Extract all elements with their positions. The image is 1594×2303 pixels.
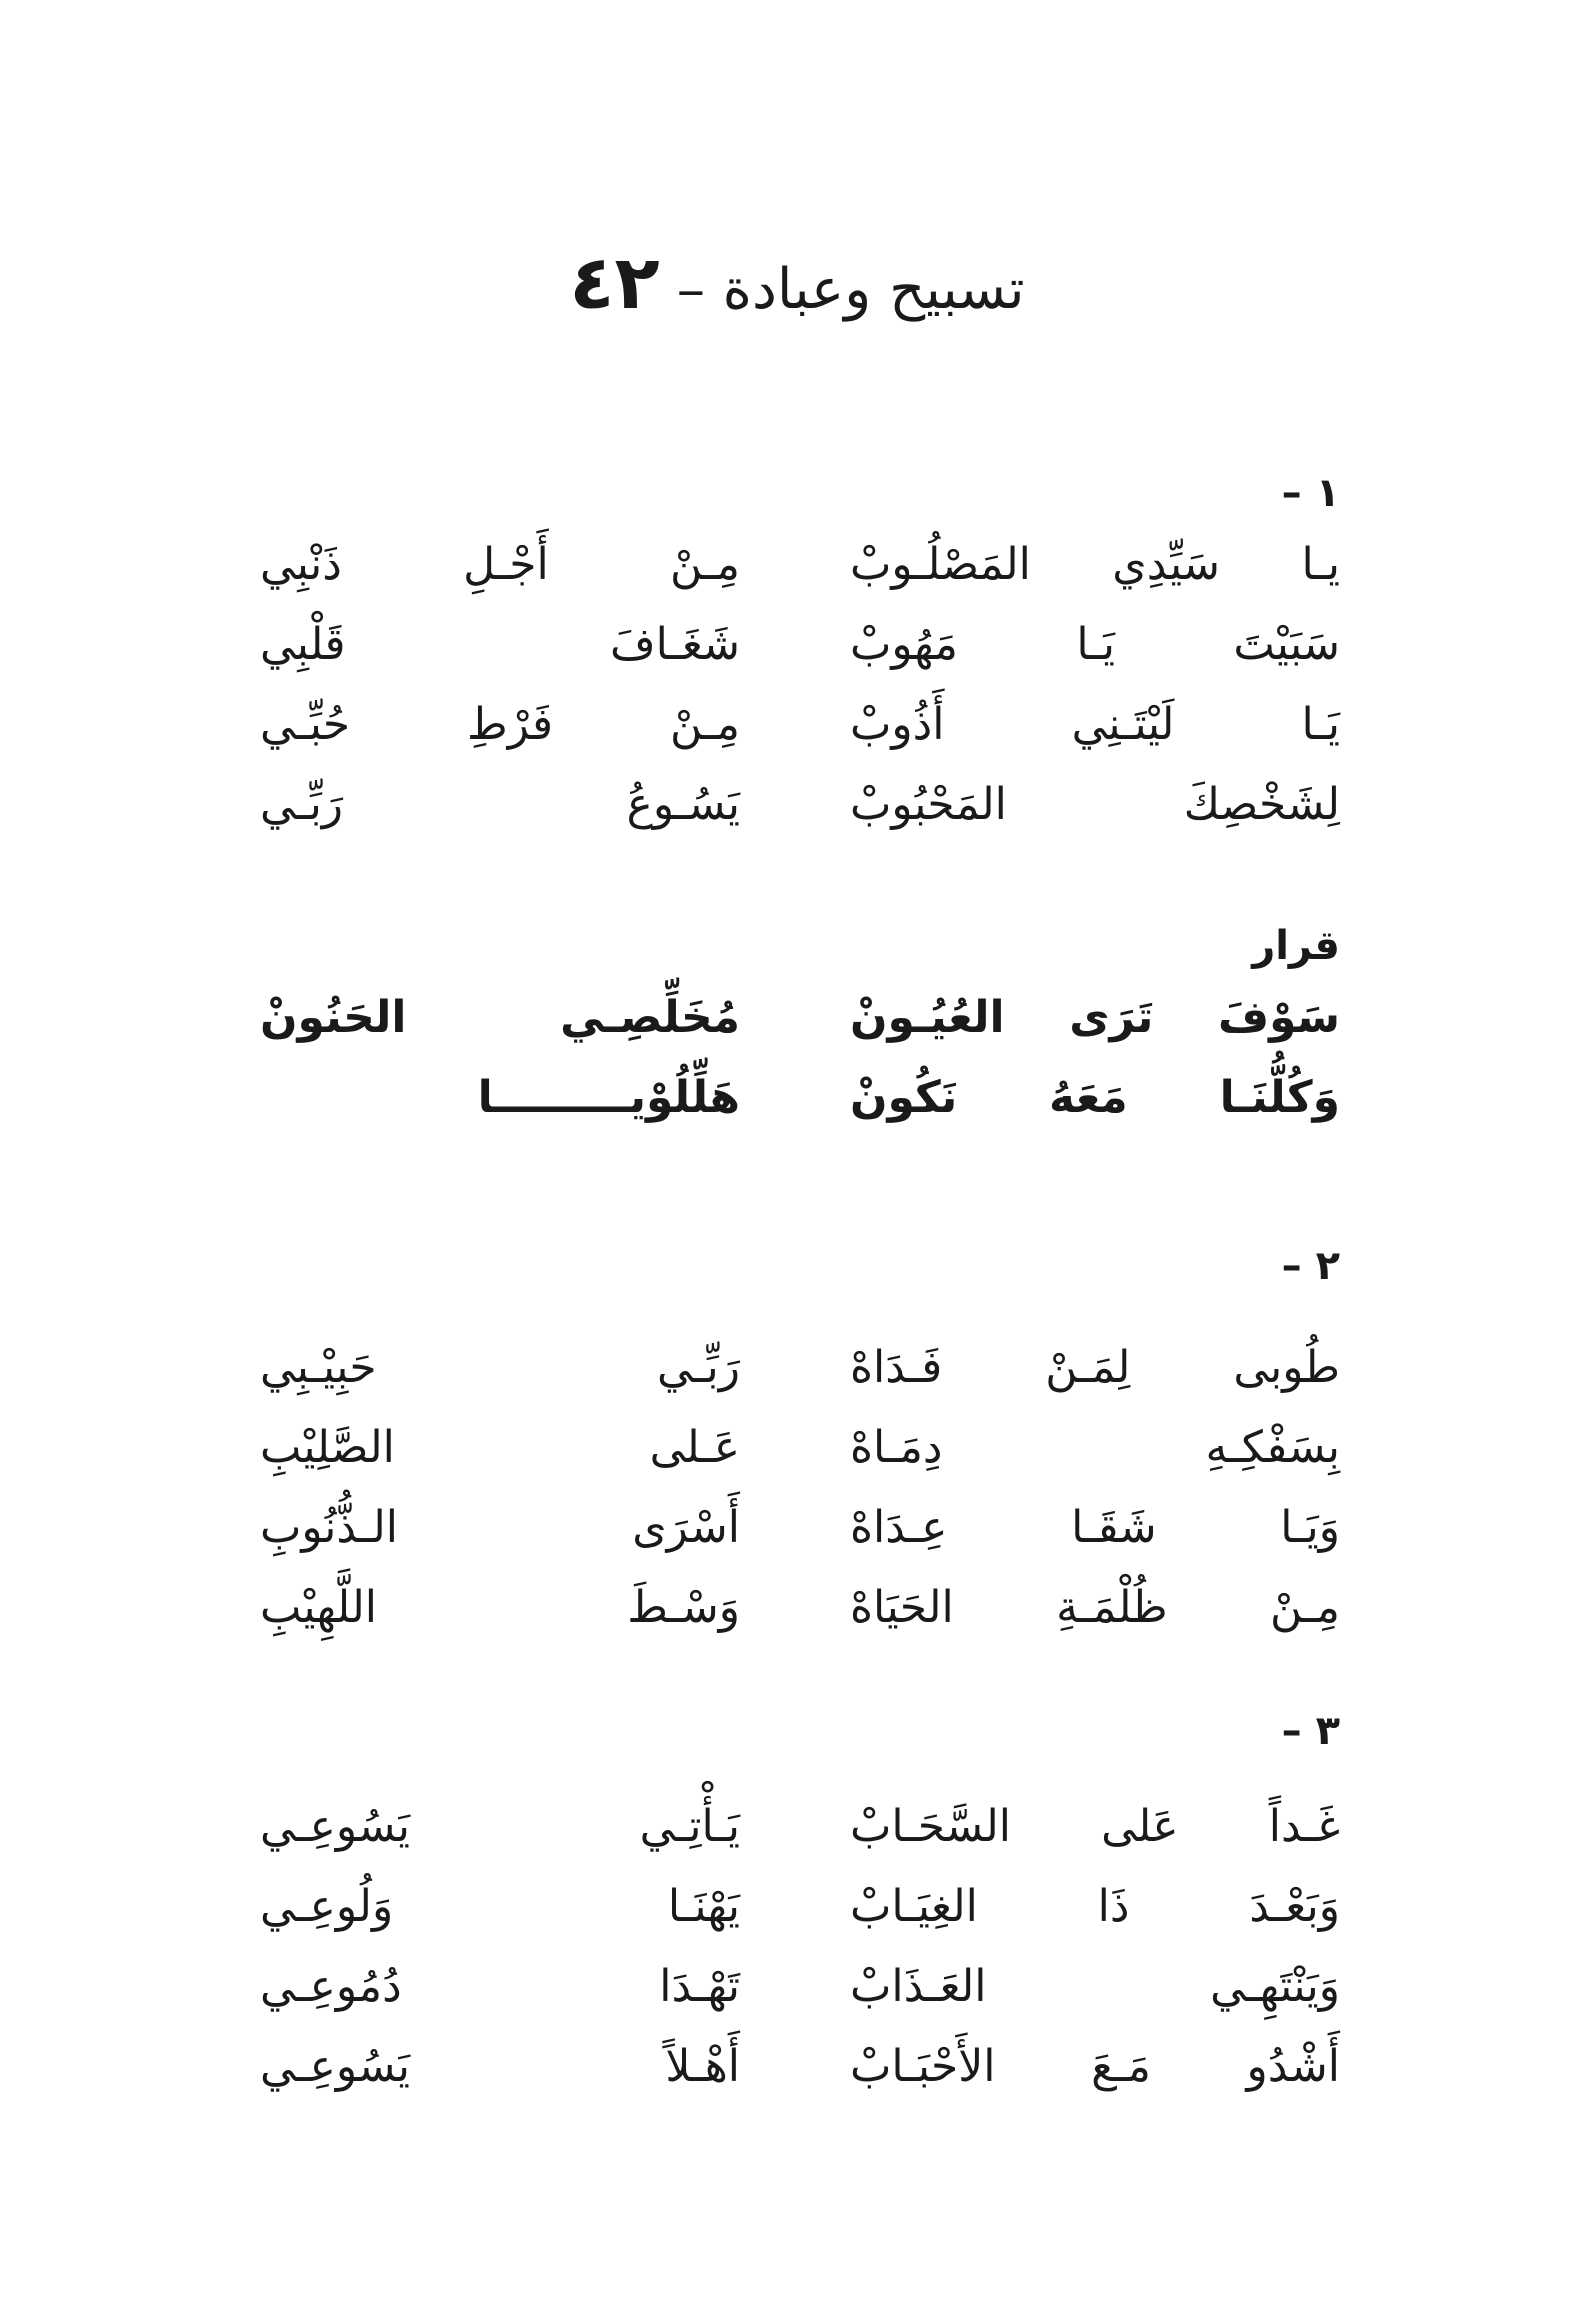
verse-second-half: تَهْـدَا دُمُوعِـي bbox=[260, 1960, 740, 2012]
verse-second-half: عَـلى الصَّلِيْبِ bbox=[260, 1421, 740, 1473]
page-title bbox=[0, 240, 1594, 326]
verse-second-half: يَسُـوعُ رَبِّـي bbox=[260, 778, 740, 830]
refrain-label: قرار bbox=[1252, 923, 1340, 969]
verse-first-half: وَيَنْتَهِـي العَـذَابْ bbox=[850, 1960, 1340, 2012]
verse-second-half: شَغَـافَ قَلْبِي bbox=[260, 618, 740, 670]
verse-second-half: مِـنْ أَجْـلِ ذَنْبِي bbox=[260, 538, 740, 590]
verse-line bbox=[260, 1786, 1340, 1866]
verse-second-half: هَلِّلُوْيـــــــــا bbox=[477, 1071, 740, 1123]
verse-second-half: يَـأْتِـي يَسُوعِـي bbox=[260, 1800, 740, 1852]
verse-second-half: أَهْـلاً يَسُوعِـي bbox=[260, 2040, 740, 2092]
stanza-number: ٣ – bbox=[1281, 1708, 1340, 1754]
verse-line bbox=[260, 1946, 1340, 2026]
verse-second-half: أَسْرَى الـذُّنُوبِ bbox=[260, 1501, 740, 1553]
verse-line bbox=[260, 1567, 1340, 1647]
verse-second-half: مُخَلِّصِـي الحَنُونْ bbox=[260, 991, 740, 1043]
verse-second-half: مِـنْ فَرْطِ حُبِّـي bbox=[260, 698, 740, 750]
verse-first-half: يـا سَيِّدِي المَصْلُـوبْ bbox=[850, 538, 1340, 590]
verse-first-half: وَكُلُّنَـا مَعَهُ نَكُونْ bbox=[850, 1071, 1340, 1123]
verse-first-half: يَـا لَيْتَـنِي أَذُوبْ bbox=[850, 698, 1340, 750]
title-text: تسبيح وعبادة – bbox=[676, 257, 1025, 322]
stanza-3 bbox=[260, 1700, 1340, 2106]
verse-line bbox=[260, 1327, 1340, 1407]
verse-first-half: سَبَيْتَ يَـا مَهُوبْ bbox=[850, 618, 1340, 670]
verse-line bbox=[260, 524, 1340, 604]
verse-first-half: غَـداً عَلى السَّحَـابْ bbox=[850, 1800, 1340, 1852]
stanza-1 bbox=[260, 462, 1340, 844]
verse-first-half: مِـنْ ظُلْمَـةِ الحَيَاهْ bbox=[850, 1581, 1340, 1633]
verse-first-half: سَوْفَ تَرَى العُيُـونْ bbox=[850, 991, 1340, 1043]
verse-first-half: أَشْدُو مَـعَ الأَحْبَـابْ bbox=[850, 2040, 1340, 2092]
verse-line bbox=[260, 977, 1340, 1057]
verse-line bbox=[260, 604, 1340, 684]
verse-first-half: وَيَـا شَقَـا عِـدَاهْ bbox=[850, 1501, 1340, 1553]
refrain bbox=[260, 915, 1340, 1137]
verse-line bbox=[260, 1487, 1340, 1567]
verse-line bbox=[260, 1057, 1340, 1137]
verse-first-half: وَبَعْـدَ ذَا الغِيَـابْ bbox=[850, 1880, 1340, 1932]
verse-first-half: بِسَفْكِـهِ دِمَـاهْ bbox=[850, 1421, 1340, 1473]
stanza-number: ١ – bbox=[1281, 470, 1340, 516]
verse-first-half: لِشَخْصِكَ المَحْبُوبْ bbox=[850, 778, 1340, 830]
verse-first-half: طُوبى لِمَـنْ فَـدَاهْ bbox=[850, 1341, 1340, 1393]
verse-second-half: رَبِّـي حَبِيْـبِي bbox=[260, 1341, 740, 1393]
stanza-2 bbox=[260, 1235, 1340, 1647]
verse-line bbox=[260, 1866, 1340, 1946]
stanza-number: ٢ – bbox=[1281, 1243, 1340, 1289]
verse-second-half: يَهْنَـا وَلُوعِـي bbox=[260, 1880, 740, 1932]
verse-second-half: وَسْـطَ اللَّهِيْبِ bbox=[260, 1581, 740, 1633]
verse-line bbox=[260, 2026, 1340, 2106]
verse-line bbox=[260, 1407, 1340, 1487]
verse-line bbox=[260, 684, 1340, 764]
verse-line bbox=[260, 764, 1340, 844]
title-number: ٤٢ bbox=[569, 240, 660, 326]
